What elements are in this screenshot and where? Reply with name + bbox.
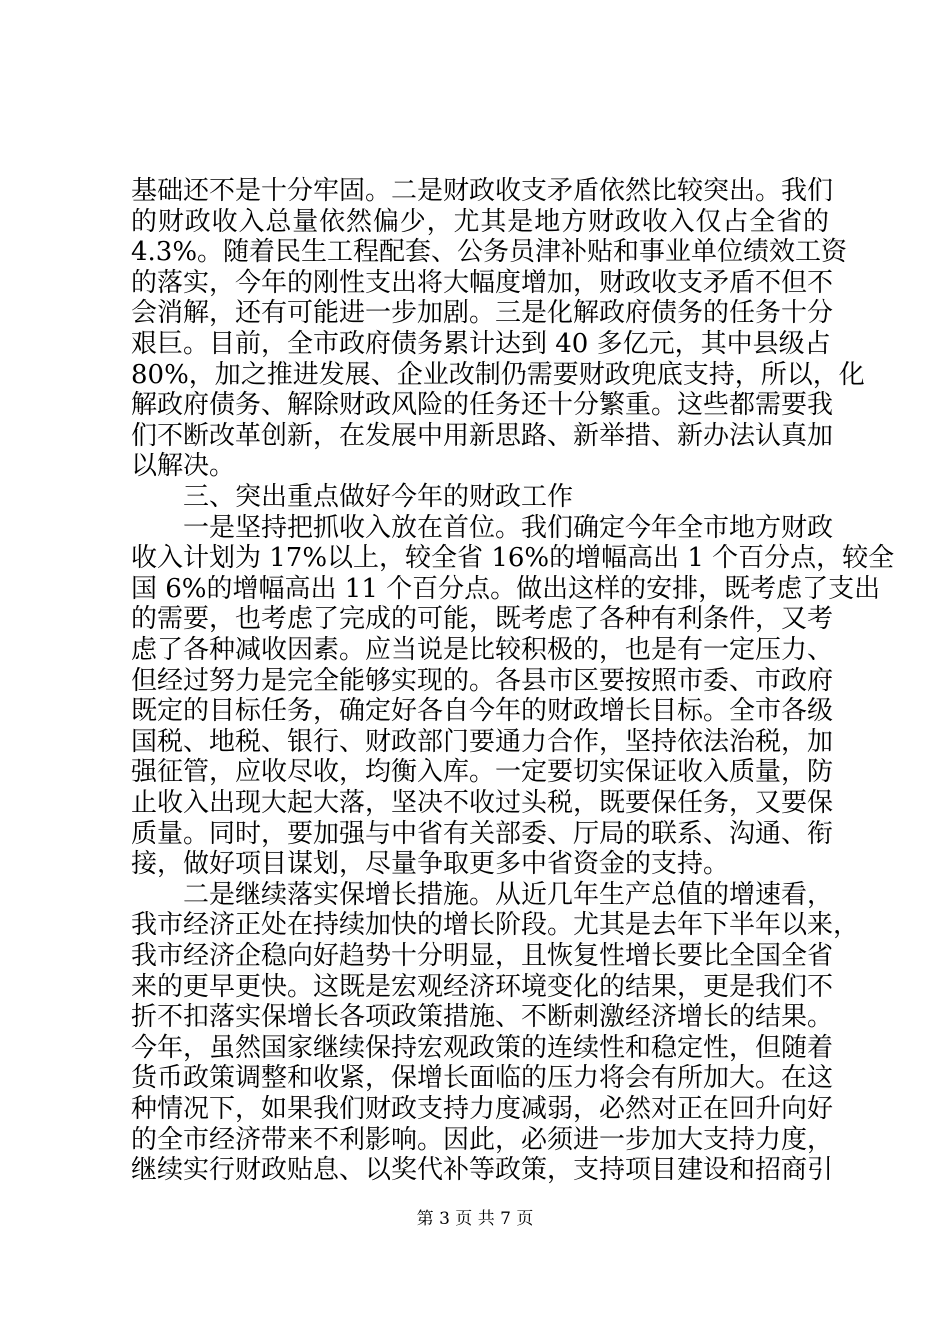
text-line: 种情况下，如果我们财政支持力度减弱，必然对正在回升向好 (131, 1094, 834, 1124)
text-line: 国税、地税、银行、财政部门要通力合作，坚持依法治税，加 (131, 726, 834, 757)
text-line: 强征管，应收尽收，均衡入库。一定要切实保证收入质量，防 (131, 757, 834, 788)
text-line: 止收入出现大起大落，坚决不收过头税，既要保任务，又要保 (131, 788, 834, 818)
text-line: 货币政策调整和收紧，保增长面临的压力将会有所加大。在这 (131, 1063, 834, 1094)
text-line: 接，做好项目谋划，尽量争取更多中省资金的支持。 (131, 849, 730, 880)
text-line: 收入计划为 17%以上，较全省 16%的增幅高出 1 个百分点，较全 (131, 543, 895, 574)
text-line: 解政府债务、解除财政风险的任务还十分繁重。这些都需要我 (131, 390, 834, 421)
text-line: 的财政收入总量依然偏少，尤其是地方财政收入仅占全省的 (131, 206, 829, 237)
text-line: 我市经济企稳向好趋势十分明显，且恢复性增长要比全国全省 (131, 941, 834, 971)
text-line: 但经过努力是完全能够实现的。各县市区要按照市委、市政府 (131, 665, 834, 696)
text-line: 折不扣落实保增长各项政策措施、不断刺激经济增长的结果。 (131, 1002, 834, 1033)
text-line: 今年，虽然国家继续保持宏观政策的连续性和稳定性，但随着 (131, 1032, 834, 1063)
text-line: 国 6%的增幅高出 11 个百分点。做出这样的安排，既考虑了支出 (131, 573, 881, 604)
text-line: 既定的目标任务，确定好各自今年的财政增长目标。全市各级 (131, 696, 834, 727)
text-line: 以解决。 (131, 451, 236, 482)
text-line: 虑了各种减收因素。应当说是比较积极的，也是有一定压力、 (131, 635, 834, 665)
text-line: 艰巨。目前，全市政府债务累计达到 40 多亿元，其中县级占 (131, 329, 831, 359)
text-line: 来的更早更快。这既是宏观经济环境变化的结果，更是我们不 (131, 971, 834, 1002)
paragraph-first-line: 一是坚持把抓收入放在首位。我们确定今年全市地方财政 (183, 512, 834, 543)
page-footer: 第 3 页 共 7 页 (416, 1208, 534, 1229)
section-heading: 三、突出重点做好今年的财政工作 (183, 482, 574, 512)
text-line: 的全市经济带来不利影响。因此，必须进一步加大支持力度， (131, 1124, 834, 1155)
text-line: 80%，加之推进发展、企业改制仍需要财政兜底支持，所以，化 (131, 359, 865, 390)
text-line: 我市经济正处在持续加快的增长阶段。尤其是去年下半年以来， (131, 910, 860, 941)
text-line: 继续实行财政贴息、以奖代补等政策，支持项目建设和招商引 (131, 1155, 834, 1186)
text-line: 4.3%。随着民生工程配套、公务员津补贴和事业单位绩效工资 (131, 237, 848, 268)
text-line: 的需要，也考虑了完成的可能，既考虑了各种有利条件，又考 (131, 604, 834, 635)
text-line: 们不断改革创新，在发展中用新思路、新举措、新办法认真加 (131, 420, 834, 451)
paragraph-first-line: 二是继续落实保增长措施。从近几年生产总值的增速看， (183, 879, 834, 910)
text-line: 质量。同时，要加强与中省有关部委、厅局的联系、沟通、衔 (131, 818, 834, 849)
text-line: 的落实，今年的刚性支出将大幅度增加，财政收支矛盾不但不 (131, 267, 834, 298)
text-line: 基础还不是十分牢固。二是财政收支矛盾依然比较突出。我们 (131, 176, 834, 206)
text-line: 会消解，还有可能进一步加剧。三是化解政府债务的任务十分 (131, 298, 834, 329)
